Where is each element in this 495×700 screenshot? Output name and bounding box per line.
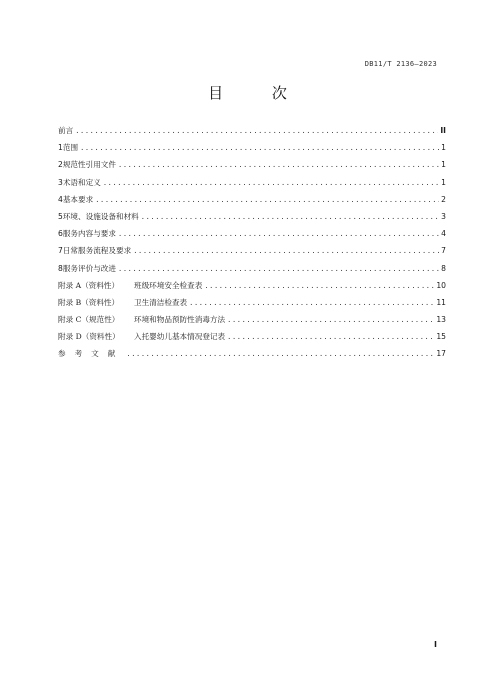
toc-appendix-tag: 附录 A（资料性） bbox=[58, 280, 120, 290]
toc-entry-label: 服务评价与改进 bbox=[62, 263, 116, 273]
toc-leader-dots bbox=[141, 213, 439, 221]
toc-entry-page: 4 bbox=[441, 229, 446, 239]
table-of-contents bbox=[58, 125, 446, 366]
toc-entry-number: 6 bbox=[58, 229, 63, 239]
toc-appendix-b[interactable] bbox=[58, 297, 446, 314]
toc-entry-label: 环境和物品预防性消毒方法 bbox=[134, 315, 226, 325]
toc-entry-page: 3 bbox=[441, 211, 446, 221]
toc-leader-dots bbox=[103, 179, 439, 187]
toc-entry-page: 11 bbox=[436, 297, 446, 307]
toc-entry-4[interactable] bbox=[58, 194, 446, 211]
page-number: I bbox=[434, 640, 437, 649]
toc-entry-number: 8 bbox=[58, 263, 63, 273]
toc-entry-label: 班级环境安全检查表 bbox=[134, 280, 203, 290]
toc-entry-label: 入托婴幼儿基本情况登记表 bbox=[134, 332, 226, 342]
toc-entry-label: 基本要求 bbox=[62, 194, 94, 204]
toc-entry-number: 3 bbox=[58, 177, 63, 187]
toc-leader-dots bbox=[227, 316, 434, 324]
toc-leader-dots bbox=[95, 196, 439, 204]
toc-appendix-tag: 附录 C（规范性） bbox=[58, 315, 120, 325]
toc-leader-dots bbox=[118, 161, 439, 169]
toc-entry-page: 1 bbox=[441, 143, 446, 153]
toc-entry-7[interactable] bbox=[58, 245, 446, 262]
toc-leader-dots bbox=[80, 144, 439, 152]
toc-appendix-d[interactable] bbox=[58, 331, 446, 348]
toc-entry-page: 8 bbox=[441, 263, 446, 273]
toc-entry-label: 前言 bbox=[58, 126, 74, 135]
toc-entry-references[interactable] bbox=[58, 348, 446, 365]
toc-entry-page: 1 bbox=[441, 160, 446, 170]
toc-entry-label: 参考文献 bbox=[58, 349, 125, 359]
toc-entry-foreword[interactable] bbox=[58, 125, 446, 142]
toc-leader-dots bbox=[126, 350, 434, 358]
toc-entry-page: 17 bbox=[436, 349, 446, 359]
toc-entry-page: 1 bbox=[441, 177, 446, 187]
toc-entry-2[interactable] bbox=[58, 159, 446, 176]
page-title: 目 次 bbox=[208, 84, 309, 102]
toc-entry-number: 5 bbox=[58, 211, 63, 221]
toc-entry-label: 范围 bbox=[62, 143, 79, 153]
toc-entry-page: 10 bbox=[436, 280, 446, 290]
toc-appendix-tag: 附录 D（资料性） bbox=[58, 332, 120, 342]
toc-entry-page: 15 bbox=[436, 332, 446, 342]
toc-entry-6[interactable] bbox=[58, 228, 446, 245]
toc-leader-dots bbox=[189, 299, 434, 307]
toc-entry-page: II bbox=[440, 126, 446, 135]
toc-entry-1[interactable] bbox=[58, 142, 446, 159]
toc-entry-label: 环境、设施设备和材料 bbox=[62, 211, 139, 221]
toc-entry-label: 规范性引用文件 bbox=[62, 160, 116, 170]
toc-entry-label: 服务内容与要求 bbox=[62, 229, 116, 239]
toc-entry-8[interactable] bbox=[58, 263, 446, 280]
toc-entry-5[interactable] bbox=[58, 211, 446, 228]
toc-leader-dots bbox=[75, 127, 438, 135]
toc-leader-dots bbox=[118, 265, 439, 273]
toc-entry-page: 2 bbox=[441, 194, 446, 204]
toc-entry-number: 1 bbox=[58, 143, 63, 153]
toc-entry-number: 2 bbox=[58, 160, 63, 170]
toc-appendix-a[interactable] bbox=[58, 280, 446, 297]
toc-entry-label: 日常服务流程及要求 bbox=[62, 246, 132, 256]
toc-appendix-tag: 附录 B（资料性） bbox=[58, 297, 120, 307]
toc-leader-dots bbox=[227, 333, 434, 341]
toc-entry-number: 7 bbox=[58, 246, 63, 256]
toc-entry-3[interactable] bbox=[58, 177, 446, 194]
toc-entry-label: 术语和定义 bbox=[62, 177, 101, 187]
toc-leader-dots bbox=[204, 282, 434, 290]
toc-entry-label: 卫生清洁检查表 bbox=[134, 297, 188, 307]
toc-entry-page: 13 bbox=[436, 315, 446, 325]
toc-leader-dots bbox=[118, 230, 439, 238]
toc-leader-dots bbox=[133, 247, 439, 255]
toc-appendix-c[interactable] bbox=[58, 314, 446, 331]
toc-entry-page: 7 bbox=[441, 246, 446, 256]
document-code: DB11/T 2136—2023 bbox=[364, 60, 437, 68]
toc-entry-number: 4 bbox=[58, 194, 63, 204]
